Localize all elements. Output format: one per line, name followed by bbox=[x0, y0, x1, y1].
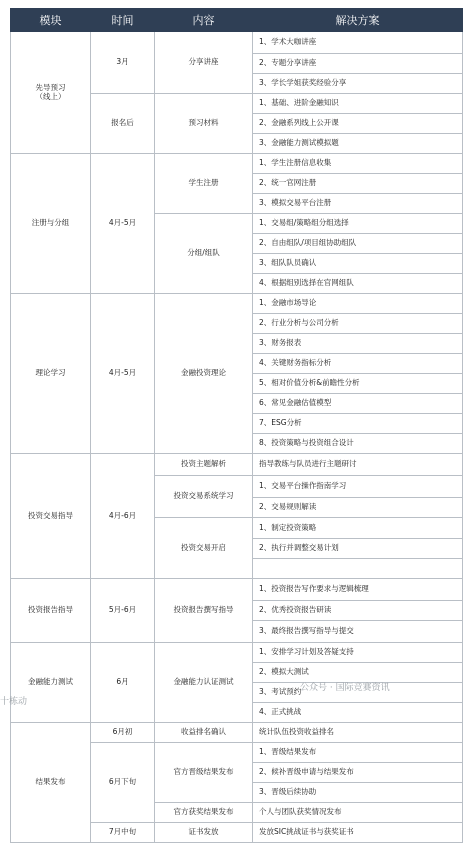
solution-cell: 2、金融系列线上公开课 bbox=[253, 114, 463, 134]
content-cell: 收益排名确认 bbox=[155, 723, 253, 743]
content-cell: 投资报告撰写指导 bbox=[155, 579, 253, 643]
content-cell: 官方晋级结果发布 bbox=[155, 743, 253, 803]
time-cell: 6月下旬 bbox=[91, 743, 155, 823]
header-time: 时间 bbox=[91, 9, 155, 32]
schedule-table bbox=[10, 8, 463, 843]
solution-cell: 3、最终报告撰写指导与提交 bbox=[253, 621, 463, 643]
module-cell: 投资报告指导 bbox=[11, 579, 91, 643]
time-cell: 3月 bbox=[91, 32, 155, 94]
time-cell: 6月初 bbox=[91, 723, 155, 743]
solution-cell: 个人与团队获奖情况发布 bbox=[253, 803, 463, 823]
solution-cell: 1、交易组/策略组分组选择 bbox=[253, 214, 463, 234]
solution-cell: 3、组队队员确认 bbox=[253, 254, 463, 274]
module-cell: 投资交易指导 bbox=[11, 454, 91, 579]
solution-cell: 1、学生注册信息收集 bbox=[253, 154, 463, 174]
watermark-left-text: 十栋动 bbox=[0, 697, 28, 707]
solution-cell: 2、交易规则解读 bbox=[253, 498, 463, 518]
table-row bbox=[11, 579, 463, 601]
table-row bbox=[11, 643, 463, 663]
solution-cell: 3、模拟交易平台注册 bbox=[253, 194, 463, 214]
time-cell: 5月-6月 bbox=[91, 579, 155, 643]
time-cell: 7月中旬 bbox=[91, 823, 155, 843]
content-cell: 官方获奖结果发布 bbox=[155, 803, 253, 823]
solution-cell: 3、晋级后续协助 bbox=[253, 783, 463, 803]
solution-cell: 8、投资策略与投资组合设计 bbox=[253, 434, 463, 454]
solution-cell: 1、制定投资策略 bbox=[253, 518, 463, 539]
time-cell: 6月 bbox=[91, 643, 155, 723]
solution-cell: 2、执行并调整交易计划 bbox=[253, 539, 463, 559]
content-cell: 投资交易开启 bbox=[155, 518, 253, 579]
solution-cell: 6、常见金融估值模型 bbox=[253, 394, 463, 414]
table-row bbox=[11, 32, 463, 54]
table-row bbox=[11, 723, 463, 743]
solution-cell: 1、交易平台操作指南学习 bbox=[253, 476, 463, 498]
solution-cell: 3、财务报表 bbox=[253, 334, 463, 354]
table-row bbox=[11, 294, 463, 314]
module-cell: 结果发布 bbox=[11, 723, 91, 843]
solution-cell: 2、候补晋级申请与结果发布 bbox=[253, 763, 463, 783]
solution-cell: 2、行业分析与公司分析 bbox=[253, 314, 463, 334]
solution-cell: 2、统一官网注册 bbox=[253, 174, 463, 194]
content-cell: 证书发放 bbox=[155, 823, 253, 843]
solution-cell: 2、专题分享讲座 bbox=[253, 54, 463, 74]
module-cell: 金融能力测试 bbox=[11, 643, 91, 723]
table-header-row bbox=[11, 9, 463, 32]
solution-cell: 统计队伍投资收益排名 bbox=[253, 723, 463, 743]
module-cell: 理论学习 bbox=[11, 294, 91, 454]
content-cell: 投资主题解析 bbox=[155, 454, 253, 476]
solution-cell: 1、学术大咖讲座 bbox=[253, 32, 463, 54]
solution-cell bbox=[253, 559, 463, 579]
solution-cell: 2、自由组队/项目组协助组队 bbox=[253, 234, 463, 254]
solution-cell: 发放SIC挑战证书与获奖证书 bbox=[253, 823, 463, 843]
solution-cell: 7、ESG分析 bbox=[253, 414, 463, 434]
content-cell: 预习材料 bbox=[155, 94, 253, 154]
solution-cell: 5、相对价值分析&前瞻性分析 bbox=[253, 374, 463, 394]
solution-cell: 3、金融能力测试模拟题 bbox=[253, 134, 463, 154]
content-cell: 金融能力认证测试 bbox=[155, 643, 253, 723]
table-row bbox=[11, 454, 463, 476]
header-content: 内容 bbox=[155, 9, 253, 32]
solution-cell: 4、正式挑战 bbox=[253, 703, 463, 723]
content-cell: 学生注册 bbox=[155, 154, 253, 214]
time-cell: 4月-5月 bbox=[91, 154, 155, 294]
header-solution: 解决方案 bbox=[253, 9, 463, 32]
module-cell: 先导预习 （线上） bbox=[11, 32, 91, 154]
module-cell: 注册与分组 bbox=[11, 154, 91, 294]
content-cell: 金融投资理论 bbox=[155, 294, 253, 454]
solution-cell: 1、晋级结果发布 bbox=[253, 743, 463, 763]
content-cell: 投资交易系统学习 bbox=[155, 476, 253, 518]
solution-cell: 1、投资报告写作要求与逻辑梳理 bbox=[253, 579, 463, 601]
time-cell: 4月-6月 bbox=[91, 454, 155, 579]
solution-cell: 2、优秀投资报告研读 bbox=[253, 601, 463, 621]
solution-cell: 2、模拟大测试 bbox=[253, 663, 463, 683]
table-row bbox=[11, 154, 463, 174]
solution-cell: 1、安排学习计划及答疑支持 bbox=[253, 643, 463, 663]
solution-cell: 4、根据组别选择在官网组队 bbox=[253, 274, 463, 294]
table-body bbox=[11, 32, 463, 843]
solution-cell: 3、学长学姐获奖经验分享 bbox=[253, 74, 463, 94]
schedule-table-wrapper bbox=[10, 8, 462, 843]
time-cell: 报名后 bbox=[91, 94, 155, 154]
solution-cell: 3、考试预约 bbox=[253, 683, 463, 703]
solution-cell: 1、金融市场导论 bbox=[253, 294, 463, 314]
content-cell: 分组/组队 bbox=[155, 214, 253, 294]
header-module: 模块 bbox=[11, 9, 91, 32]
solution-cell: 1、基础、进阶金融知识 bbox=[253, 94, 463, 114]
content-cell: 分享讲座 bbox=[155, 32, 253, 94]
time-cell: 4月-5月 bbox=[91, 294, 155, 454]
watermark-text: 公众号 · 国际竞赛资讯 bbox=[300, 683, 390, 693]
solution-cell: 4、关键财务指标分析 bbox=[253, 354, 463, 374]
solution-cell: 指导教练与队员进行主题研讨 bbox=[253, 454, 463, 476]
